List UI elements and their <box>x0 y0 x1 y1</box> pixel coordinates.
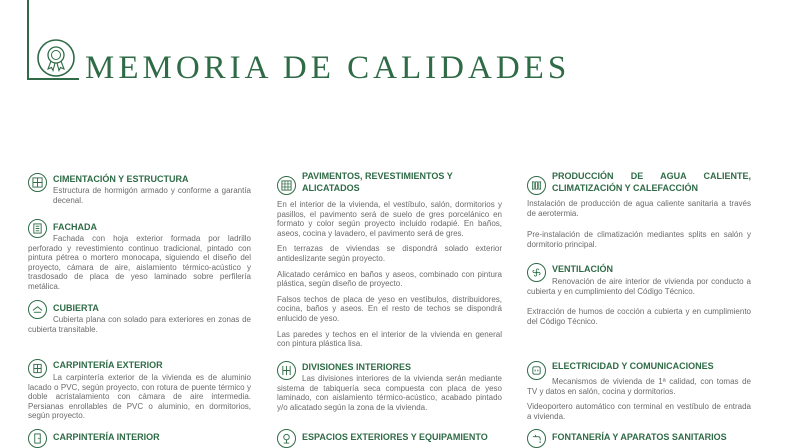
section-body: Instalación de producción de agua caliente sanitaria a través de aerotermia. Pre-instalación de climatización mediantes splits en salón y dormitorio principal. <box>527 199 751 249</box>
decorative-vertical-line <box>27 0 29 78</box>
section-body: La carpintería exterior de la vivienda es de aluminio lacado o PVC, según proyecto, con rotura de puente térmico y doble acristalamiento con cámara de aire intermedia. Persianas enrollables de PVC o aluminio, en dormitorios, según proyecto. <box>28 373 251 421</box>
section-title: CUBIERTA <box>53 303 99 313</box>
section-body: Renovación de aire interior de vivienda por conducto a cubierta y en cumplimiento del Código Técnico. Extracción de humos de cocción a cubierta y en cumplimiento del Código Técnico. <box>527 277 751 326</box>
section-title: CIMENTACIÓN Y ESTRUCTURA <box>53 174 189 184</box>
section-body: Estructura de hormigón armado y conforme a garantía decenal. <box>53 186 251 205</box>
section-body: Fachada con hoja exterior formada por ladrillo perforado y revestimiento continuo tradicional, pintado con pintura pétrea o mortero monocapa, siguiendo el diseño del proyecto, cámara de aire, aislamiento térmico-acústico y trasdosado de placa de yeso laminado sobre perfilería metálica. <box>28 234 251 291</box>
foundation-icon <box>28 173 47 192</box>
section-title: DIVISIONES INTERIORES <box>302 362 412 372</box>
section-title: ELECTRICIDAD Y COMUNICACIONES <box>552 361 714 371</box>
section-title: CARPINTERÍA EXTERIOR <box>53 360 163 370</box>
section-body: Cubierta plana con solado para exteriores en zonas de cubierta transitable. <box>28 315 251 334</box>
section-title: PRODUCCIÓN DE AGUA CALIENTE, CLIMATIZACIÓN Y CALEFACCIÓN <box>552 171 751 193</box>
outdoor-icon <box>277 429 296 448</box>
quality-seal-icon <box>36 38 76 78</box>
section-body: Las divisiones interiores de la vivienda serán mediante sistema de tabiquería seca compuesta con placa de yeso laminado, con aislamiento térmico-acústico, acabado pintado y/o alicatado según la zona de la vivienda. <box>277 374 502 412</box>
section-body: En el interior de la vivienda, el vestíbulo, salón, dormitorios y pasillos, el pavimento será de suelo de gres porcelánico en formato y color según proyecto incluido rodapié. En baños, aseos, cocina y lavadero, el pavimento será de gres. En terrazas de viviendas se dispondrá solado exterior antideslizante según proyecto. Alicatado cerámico en baños y aseos, combinado con pintura plástica, según diseño de proyecto. Falsos techos de placa de yeso en vestíbulos, distribuidores, cocina, baños y aseos. En el resto de techos se dispondrá enlucido de yeso. Las paredes y techos en el interior de la vivienda en general con pintura plástica lisa. <box>277 200 502 349</box>
section-title: PAVIMENTOS, REVESTIMIENTOS Y ALICATADOS <box>302 171 453 193</box>
section-title: FACHADA <box>53 222 97 232</box>
section-title: VENTILACIÓN <box>552 264 614 274</box>
page-title: MEMORIA DE CALIDADES <box>85 50 571 86</box>
section-title: FONTANERÍA Y APARATOS SANITARIOS <box>552 432 727 442</box>
door-icon <box>28 429 47 448</box>
decorative-horizontal-line <box>27 78 79 80</box>
section-body: Mecanismos de vivienda de 1ª calidad, con tomas de TV y datos en salón, cocina y dormitorios. Videoportero automático con terminal en vestíbulo de entrada a vivienda. <box>527 377 751 421</box>
section-title: ESPACIOS EXTERIORES Y EQUIPAMIENTO <box>302 432 488 442</box>
section-title: CARPINTERÍA INTERIOR <box>53 432 160 442</box>
radiator-icon <box>527 176 546 195</box>
faucet-icon <box>527 429 546 448</box>
tiles-icon <box>277 176 296 195</box>
